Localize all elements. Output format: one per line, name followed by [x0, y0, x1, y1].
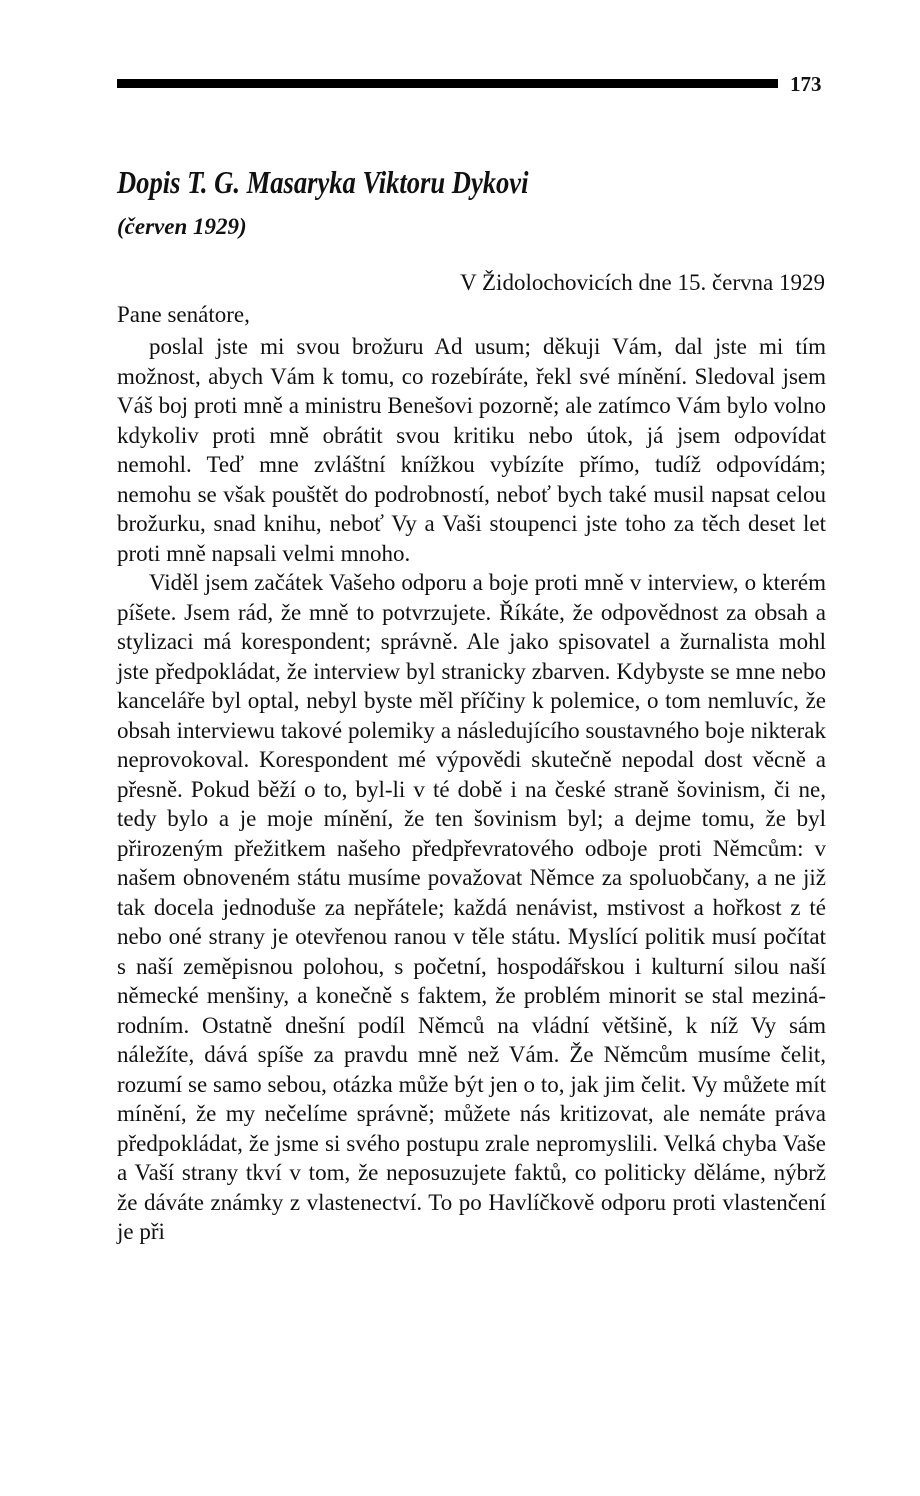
page-number: 173 [790, 72, 822, 96]
document-subtitle: (červen 1929) [117, 214, 247, 239]
letter-paragraph: poslal jste mi svou brožuru Ad usum; děkuji Vám, dal jste mi tím možnost, abych Vám k tomu, co rozebíráte, řekl své mínění. Sledoval jsem Váš boj proti mně a ministru Benešovi pozorně; ale zatímco Vám bylo volno kdykoliv proti mně obrátit svou kritiku nebo útok, já jsem odpovídat nemohl. Teď mne zvláštní knížkou vybízíte přímo, tudíž odpovídám; nemohu se však pouštět do podrobností, neboť bych také musil napsat celou brožurku, snad knihu, neboť Vy a Vaši stoupenci jste toho za těch deset let proti mně napsali velmi mnoho. [117, 334, 826, 566]
header-rule [117, 79, 778, 88]
letter-date-line: V Židolochovicích dne 15. června 1929 [460, 270, 825, 295]
document-title: Dopis T. G. Masaryka Viktoru Dykovi [117, 164, 529, 200]
letter-body [117, 298, 826, 1247]
letter-salutation: Pane senátore, [117, 302, 250, 327]
letter-paragraph: Viděl jsem začátek Vašeho odporu a boje proti mně v interview, o kterém píšete. Jsem rád, že mně to potvrzujete. Říkáte, že odpovědnost za obsah a stylizaci má korespondent; správně. Ale jako spisovatel a žurnalista mohl jste předpokládat, že interview byl stranicky zbarven. Kdybyste se mne nebo kanceláře byl optal, nebyl byste měl příčiny k polemice, o tom nemluvíc, že obsah interviewu takové polemiky a následujícího soustavného boje nikterak neprovokoval. Korespondent mé výpovědi skutečně nepodal dost věcně a přesně. Pokud běží o to, byl-li v té době i na české straně šovinism, či ne, tedy bylo a je moje mínění, že ten šovinism byl; a dejme tomu, že byl přirozeným přežitkem našeho předpřevratového odboje proti Němcům: v našem obnoveném státu musíme považovat Němce za spoluobčany, a ne již tak docela jednoduše za nepřátele; každá nenávist, mstivost a hořkost z té nebo oné strany je otevřenou ranou v těle státu. Myslící politik musí počítat s naší zeměpisnou polohou, s početní, hospodářskou i kulturní silou naší německé menšiny, a konečně s faktem, že problém minorit se stal mezinárodním. Ostatně dnešní podíl Němců na vládní většině, k níž Vy sám náležíte, dává spíše za pravdu mně než Vám. Že Němcům musíme čelit, rozumí se samo sebou, otázka může být jen o to, jak jim čelit. Vy můžete mít mínění, že my nečelíme správně; můžete nás kritizovat, ale nemáte práva předpokládat, že jsme si svého postupu zrale nepromyslili. Velká chyba Vaše a Vaší strany tkví v tom, že neposuzujete faktů, co politicky děláme, nýbrž že dáváte známky z vlastenectví. To po Havlíčkově odporu proti vlastenčení je při [117, 570, 826, 1244]
